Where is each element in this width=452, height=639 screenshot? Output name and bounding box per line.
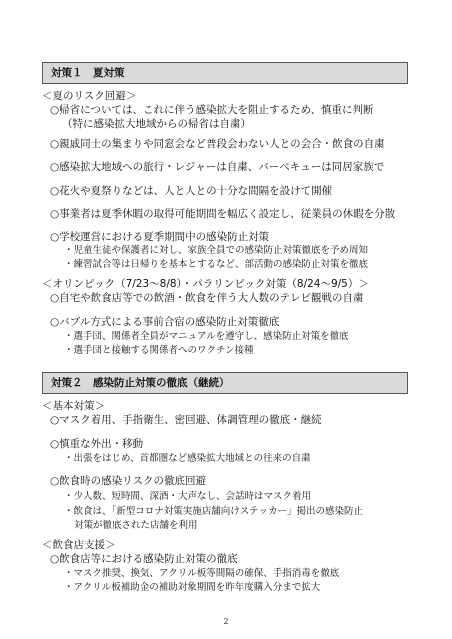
restaurant-support-heading: ＜飲食店支援＞	[42, 539, 116, 551]
dining-sub-item-2: ・飲食は、「新型コロナ対策実施店舗向けステッカー」掲出の感染防止	[64, 506, 364, 517]
outing-sub-item-1: ・出張をはじめ、首都圏など感染拡大地域との往来の自粛	[64, 453, 311, 464]
tv-viewing-item: ○自宅や飲食店等での飲酒・飲食を伴う大人数のテレビ観戦の自粛	[50, 292, 364, 304]
summer-risk-heading: ＜夏のリスク回避＞	[42, 90, 137, 102]
dining-sub-item-3: 対策が徹底された店舗を利用	[74, 520, 198, 531]
bubble-sub-item-2: ・選手団と接触する関係者へのワクチン接種	[64, 345, 254, 356]
dining-sub-item-1: ・少人数、短時間、深酒・大声なし、会話時はマスク着用	[64, 491, 312, 502]
dining-item: ○飲食時の感染リスクの徹底回避	[50, 475, 206, 487]
school-sub-item-1: ・児童生徒や保護者に対し、家族全員での感染防止対策徹底を予め周知	[64, 245, 369, 256]
restaurant-sub-item-2: ・アクリル板補助金の補助対象期間を昨年度購入分まで拡大	[64, 582, 321, 593]
restaurant-item: ○飲食店等における感染防止対策の徹底	[50, 553, 238, 565]
bubble-sub-item-1: ・選手団、関係者全員がマニュアルを遵守し、感染防止対策を徹底	[64, 331, 349, 342]
section-2-header: 対策２ 感染防止対策の徹底（継続）	[42, 372, 408, 394]
school-sub-item-2: ・練習試合等は日帰りを基本とするなど、部活動の感染防止対策を徹底	[64, 259, 369, 270]
bubble-item: ○バブル方式による事前合宿の感染防止対策徹底	[50, 316, 280, 328]
page-number: 2	[223, 617, 229, 626]
gathering-item: ○親戚同士の集まりや同窓会など普段会わない人との会合・飲食の自粛	[50, 138, 385, 150]
travel-item: ○感染拡大地域への旅行・レジャーは自粛、バーベキューは同居家族で	[50, 161, 385, 173]
outing-item: ○慎重な外出・移動	[50, 438, 144, 450]
vacation-item: ○事業者は夏季休暇の取得可能期間を幅広く設定し、従業員の休暇を分散	[50, 208, 396, 220]
restaurant-sub-item-1: ・マスク推奨、換気、アクリル板等間隔の確保、手指消毒を徹底	[64, 568, 340, 579]
basic-measures-heading: ＜基本対策＞	[42, 400, 105, 412]
fireworks-item: ○花火や夏祭りなどは、人と人との十分な間隔を設けて開催	[50, 185, 333, 197]
mask-item: ○マスク着用、手指衛生、密回避、体調管理の徹底・継続	[50, 414, 322, 426]
section-1-header: 対策１ 夏対策	[42, 62, 408, 84]
school-item: ○学校運営における夏季期間中の感染防止対策	[50, 231, 270, 243]
homecoming-note: （特に感染拡大地域からの帰省は自粛）	[62, 118, 251, 130]
olympic-heading: ＜オリンピック（7/23～8/8）・パラリンピック対策（8/24～9/5）＞	[42, 278, 369, 290]
homecoming-item: ○帰省については、これに伴う感染拡大を阻止するため、慎重に判断	[50, 104, 374, 116]
